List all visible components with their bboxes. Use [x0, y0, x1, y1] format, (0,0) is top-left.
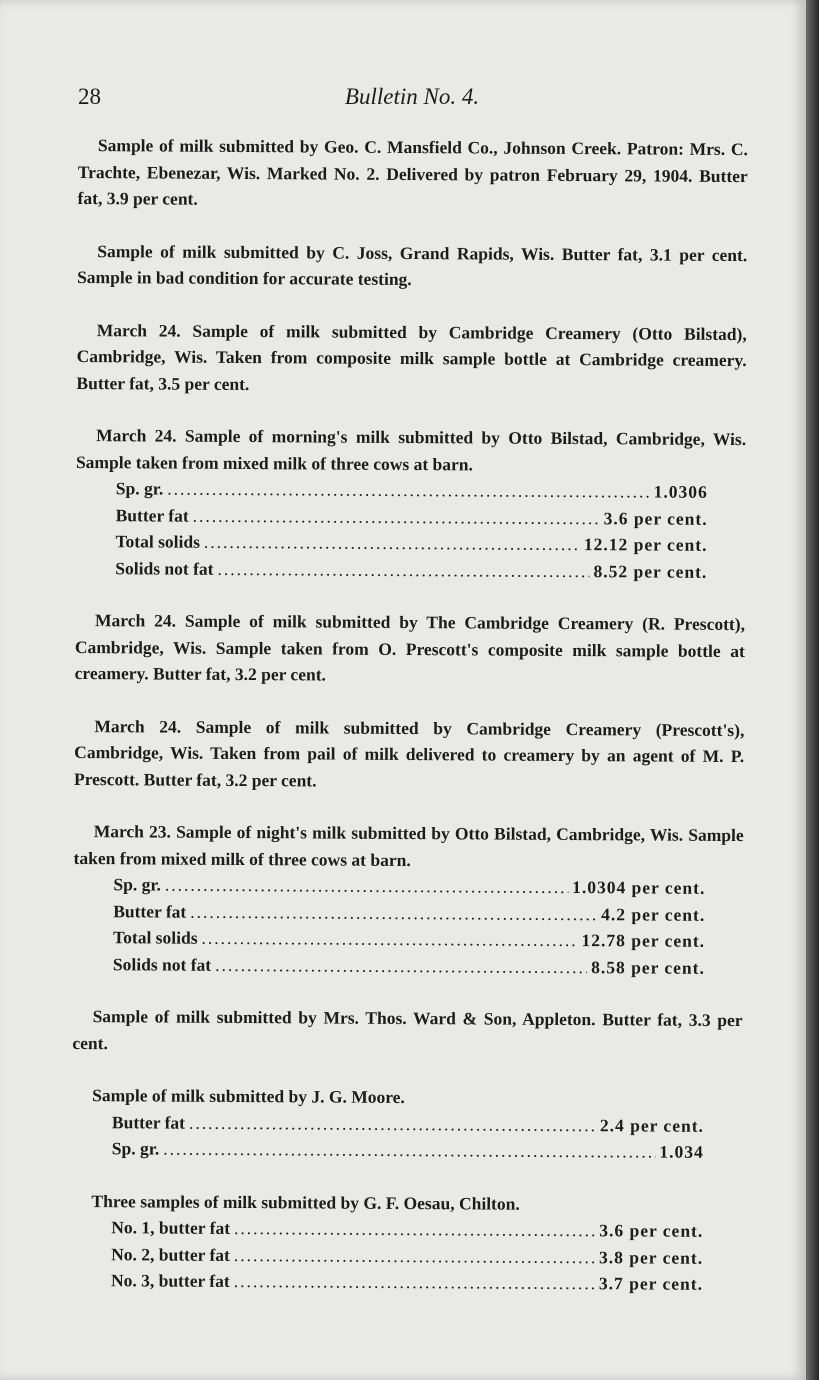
reading-row	[75, 554, 745, 585]
dot-leader	[217, 555, 589, 584]
reading-row	[73, 950, 743, 981]
dot-leader	[189, 1109, 596, 1138]
reading-value: 1.0304 per cent.	[572, 877, 706, 898]
dot-leader	[165, 872, 568, 901]
readings-table	[75, 475, 746, 585]
reading-label: Sp. gr.	[115, 478, 164, 499]
dot-leader	[193, 502, 600, 531]
reading-value: 3.6 per cent.	[603, 507, 708, 529]
dot-leader	[204, 529, 580, 558]
paragraph: Sample of milk submitted by C. Joss, Grand Rapids, Wis. Butter fat, 3.1 per cent. Sample in bad condition for accurate testing.	[77, 240, 748, 290]
reading-row	[72, 1135, 742, 1166]
dot-leader	[163, 1136, 655, 1166]
paragraph: Three samples of milk submitted by G. F. Oesau, Chilton.	[91, 1190, 520, 1214]
paragraph: Sample of milk submitted by J. G. Moore.	[92, 1085, 405, 1108]
reading-label: Butter fat	[111, 1111, 186, 1133]
page-number: 28	[78, 84, 101, 109]
reading-row	[76, 475, 746, 506]
paragraph: March 24. Sample of milk submitted by Cambridge Creamery (Prescott's), Cambridge, Wis. Taken from pail of milk delivered to creamery by an agent of M. P. Prescott. Butter fat, 3.2 per cent.	[73, 715, 745, 790]
dot-leader	[234, 1215, 595, 1244]
paragraph: March 23. Sample of night's milk submitted by Otto Bilstad, Cambridge, Wis. Sample taken from mixed milk of three cows at barn.	[73, 821, 744, 870]
paragraph: March 24. Sample of milk submitted by The Cambridge Creamery (R. Prescott), Cambridge, Wis. Sample taken from O. Prescott's composite milk sample bottle at creamery. Butter fat, 3.2 per cent.	[74, 610, 746, 685]
reading-value: 3.7 per cent.	[598, 1273, 704, 1294]
reading-value: 2.4 per cent.	[599, 1114, 705, 1136]
readings-table	[71, 1214, 741, 1298]
reading-value: 4.2 per cent.	[601, 903, 706, 925]
page-edge-shadow	[806, 0, 819, 1380]
dot-leader	[190, 898, 597, 927]
reading-value: 12.12 per cent.	[583, 534, 708, 555]
running-title: Bulletin No. 4.	[344, 84, 480, 109]
page-header	[78, 84, 746, 114]
paragraph: Sample of milk submitted by Mrs. Thos. Ward & Son, Appleton. Butter fat, 3.3 per cent.	[72, 1006, 743, 1053]
reading-value: 8.52 per cent.	[593, 560, 708, 582]
reading-row	[73, 924, 743, 955]
reading-row	[71, 1214, 741, 1245]
reading-value: 3.6 per cent.	[599, 1220, 704, 1241]
reading-row	[73, 897, 743, 928]
paragraph: March 24. Sample of milk submitted by Cambridge Creamery (Otto Bilstad), Cambridge, Wis. Taken from composite milk sample bottle at Cambridge creamery. Butter fat, 3.5 per cent.	[76, 319, 747, 394]
dot-leader	[234, 1241, 595, 1270]
dot-leader	[215, 951, 587, 980]
reading-value: 8.58 per cent.	[591, 956, 705, 978]
reading-label: Sp. gr.	[113, 874, 161, 895]
reading-label: No. 1, butter fat	[111, 1217, 231, 1238]
reading-value: 12.78 per cent.	[581, 930, 706, 951]
readings-table	[73, 871, 744, 981]
reading-row	[73, 871, 743, 902]
reading-label: Sp. gr.	[111, 1138, 160, 1159]
reading-label: Total solids	[115, 531, 201, 552]
reading-row	[71, 1240, 741, 1271]
dot-leader	[167, 476, 650, 505]
reading-label: Butter fat	[115, 504, 189, 526]
reading-value: 1.0306	[653, 481, 708, 502]
reading-label: Total solids	[113, 927, 198, 948]
paragraph: Sample of milk submitted by Geo. C. Mansfield Co., Johnson Creek. Patron: Mrs. C. Trachte, Ebenezar, Wis. Marked No. 2. Delivered by patron February 29, 1904. Butter fat, 3.9 per cent.	[77, 135, 748, 209]
reading-label: Solids not fat	[115, 557, 214, 579]
dot-leader	[201, 925, 577, 954]
reading-row	[75, 528, 745, 559]
page-body	[71, 132, 748, 1324]
dot-leader	[234, 1268, 595, 1297]
reading-label: Butter fat	[113, 900, 187, 922]
paragraph: March 24. Sample of morning's milk submitted by Otto Bilstad, Cambridge, Wis. Sample taken from mixed milk of three cows at barn.	[75, 425, 747, 474]
reading-row	[76, 501, 746, 532]
reading-value: 1.034	[659, 1141, 704, 1162]
reading-label: No. 2, butter fat	[111, 1243, 230, 1265]
reading-value: 3.8 per cent.	[599, 1246, 704, 1268]
reading-label: Solids not fat	[112, 953, 212, 975]
reading-row	[72, 1108, 742, 1139]
reading-label: No. 3, butter fat	[110, 1270, 230, 1291]
reading-row	[71, 1267, 741, 1298]
readings-table	[72, 1108, 742, 1165]
